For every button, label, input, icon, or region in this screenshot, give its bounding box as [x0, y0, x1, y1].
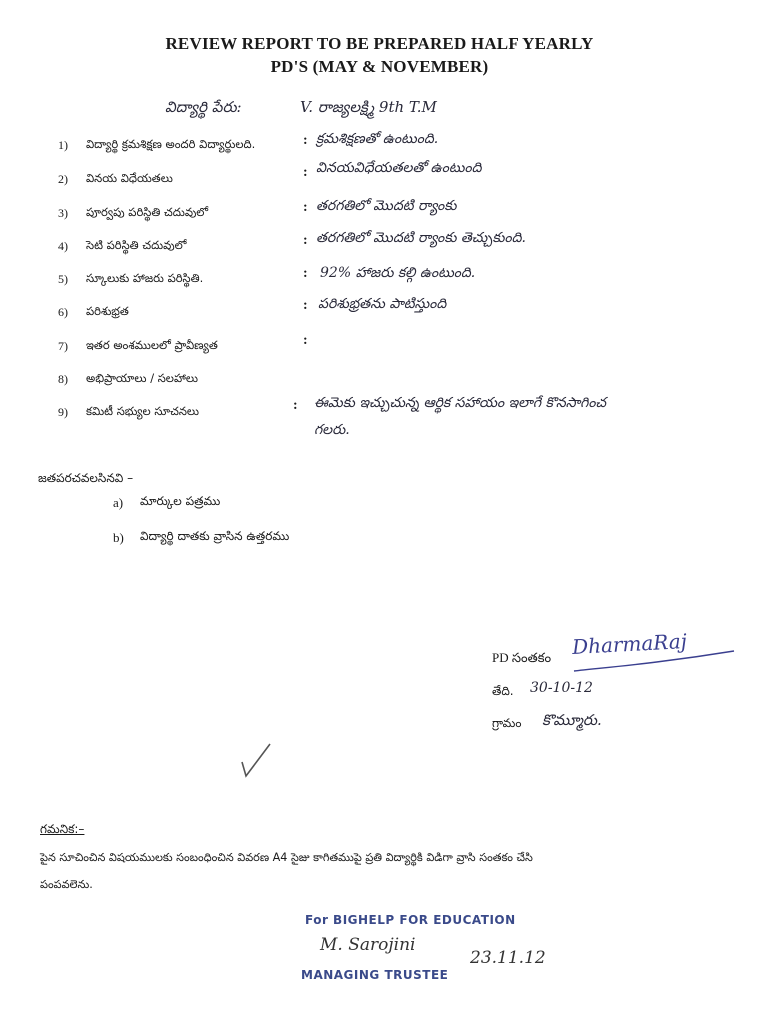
item-colon: :	[303, 233, 308, 248]
item-value-continued: గలరు.	[314, 422, 350, 438]
student-name-label: విద్యార్థి పేరు:	[165, 98, 242, 116]
item-colon: :	[303, 200, 308, 215]
item-label: అభిప్రాయాలు / సలహాలు	[86, 371, 198, 385]
attachments-heading: జతపరచవలసినవి –	[38, 471, 134, 485]
item-colon: :	[303, 266, 308, 281]
item-number: 4)	[58, 239, 68, 253]
village-label: గ్రామం	[492, 716, 522, 730]
item-number: 5)	[58, 272, 68, 286]
item-colon: :	[303, 298, 308, 313]
item-colon: :	[303, 133, 308, 148]
item-value: ఈమెకు ఇచ్చుచున్న ఆర్థిక సహాయం ఇలాగే కొనసాగించ	[314, 395, 607, 411]
item-label: విద్యార్థి క్రమశిక్షణ అందరి విద్యార్థులది.	[86, 137, 256, 151]
item-number: 8)	[58, 372, 68, 386]
note-line1: పైన సూచించిన విషయములకు సంబంధించిన వివరణ A4 సైజు కాగితముపై ప్రతి విద్యార్థికి విడిగా వ్రాసి సంతకం చేసి	[40, 851, 533, 864]
item-number: 6)	[58, 305, 68, 319]
pd-date-label: తేది.	[492, 684, 514, 698]
note-heading: గమనిక:–	[40, 822, 85, 836]
note-line2: పంపవలెను.	[40, 878, 93, 891]
check-mark-icon	[236, 740, 276, 782]
pd-signature-label: PD సంతకం	[492, 650, 552, 665]
item-colon: :	[303, 165, 308, 180]
item-number: 2)	[58, 172, 68, 186]
pd-date-value: 30-10-12	[530, 680, 593, 696]
item-value: పరిశుభ్రతను పాటిస్తుంది	[318, 296, 447, 312]
report-title-line1: REVIEW REPORT TO BE PREPARED HALF YEARLY	[165, 34, 594, 53]
item-value: తరగతిలో మొదటి ర్యాంకు	[316, 198, 457, 214]
item-value: క్రమశిక్షణతో ఉంటుంది.	[316, 131, 439, 147]
student-name-value: V. రాజ్యలక్ష్మి 9th T.M	[300, 98, 437, 116]
item-number: 7)	[58, 339, 68, 353]
item-label: వినయ విధేయతలు	[86, 171, 173, 185]
item-label: కమిటీ సభ్యుల సూచనలు	[86, 404, 200, 418]
item-label: పూర్వపు పరిస్థితి చదువులో	[86, 205, 209, 219]
item-number: 1)	[58, 138, 68, 152]
item-colon: :	[303, 333, 308, 348]
report-title-line2: PD'S (MAY & NOVEMBER)	[270, 57, 489, 76]
item-value: తరగతిలో మొదటి ర్యాంకు తెచ్చుకుంది.	[316, 230, 526, 246]
item-label: స్కూలుకు హాజరు పరిస్థితి.	[86, 271, 204, 285]
stamp-organization: For BIGHELP FOR EDUCATION	[305, 913, 516, 927]
attachment-b-number: b)	[113, 530, 124, 545]
item-label: సెటి పరిస్థితి చదువులో	[86, 238, 187, 252]
stamp-managing-trustee: MANAGING TRUSTEE	[301, 968, 449, 982]
attachment-a-text: మార్కుల పత్రము	[140, 494, 221, 508]
item-number: 3)	[58, 206, 68, 220]
attachment-a-number: a)	[113, 495, 124, 510]
item-label: పరిశుభ్రత	[86, 304, 129, 318]
attachment-b-text: విద్యార్థి దాతకు వ్రాసిన ఉత్తరము	[140, 529, 290, 543]
item-value: 92% హాజరు కల్గి ఉంటుంది.	[320, 265, 476, 281]
item-number: 9)	[58, 405, 68, 419]
item-value: వినయవిధేయతలతో ఉంటుంది	[316, 160, 482, 176]
trustee-date: 23.11.12	[470, 948, 546, 968]
pd-signature-flourish	[570, 645, 740, 675]
trustee-signature: M. Sarojini	[320, 935, 416, 955]
pd-signature: DharmaRaj	[571, 629, 688, 659]
item-label: ఇతర అంశములలో ప్రావీణ్యత	[86, 338, 218, 352]
item-colon: :	[293, 398, 298, 413]
village-value: కొమ్మూరు.	[542, 711, 602, 729]
